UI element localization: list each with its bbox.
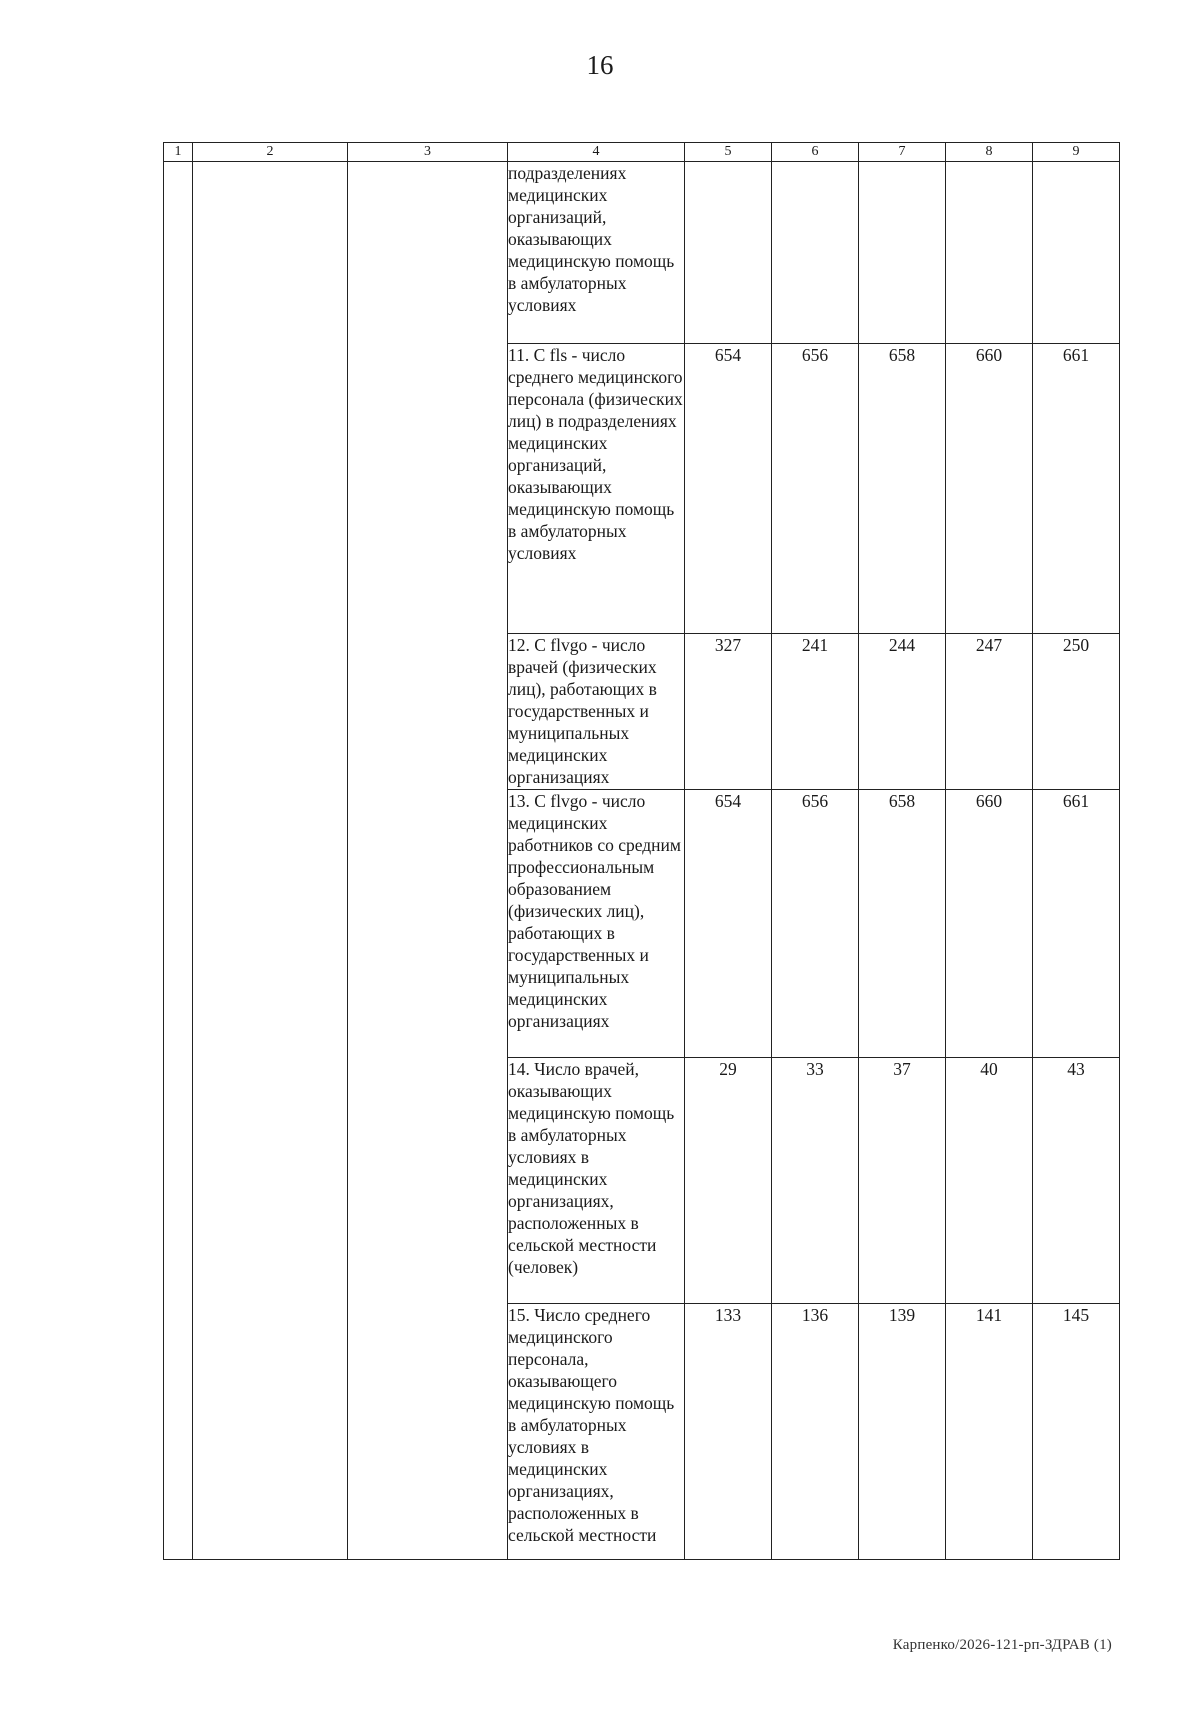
- data-table: [163, 142, 1120, 1560]
- table-header-row: [164, 143, 1120, 162]
- value-cell: [946, 162, 1033, 344]
- page-number: 16: [586, 50, 614, 80]
- document-footer: Карпенко/2026-121-рп-ЗДРАВ (1): [892, 1637, 1112, 1653]
- value-cell: 33: [772, 1058, 859, 1304]
- value-cell: 133: [685, 1304, 772, 1560]
- value-cell: 654: [685, 790, 772, 1058]
- column-header: 6: [772, 143, 859, 162]
- value-cell: 661: [1033, 790, 1120, 1058]
- value-cell: [772, 162, 859, 344]
- value-cell: 43: [1033, 1058, 1120, 1304]
- value-cell: [859, 162, 946, 344]
- column-header: 1: [164, 143, 193, 162]
- value-cell: 250: [1033, 634, 1120, 790]
- column-header: 9: [1033, 143, 1120, 162]
- value-cell: 145: [1033, 1304, 1120, 1560]
- column-1-cell: [164, 162, 193, 1560]
- indicator-description: 11. C fls - число среднего медицинского персонала (физических лиц) в подразделениях медицинских организаций, оказывающих медицинскую помощь в амбулаторных условиях: [508, 344, 685, 634]
- table-row: [164, 162, 1120, 344]
- column-header: 5: [685, 143, 772, 162]
- value-cell: 40: [946, 1058, 1033, 1304]
- value-cell: 658: [859, 344, 946, 634]
- indicator-description: подразделениях медицинских организаций, оказывающих медицинскую помощь в амбулаторных условиях: [508, 162, 685, 344]
- column-header: 3: [348, 143, 508, 162]
- value-cell: 136: [772, 1304, 859, 1560]
- value-cell: 661: [1033, 344, 1120, 634]
- column-3-cell: [348, 162, 508, 1560]
- value-cell: 660: [946, 344, 1033, 634]
- value-cell: 241: [772, 634, 859, 790]
- value-cell: 37: [859, 1058, 946, 1304]
- indicator-description: 15. Число среднего медицинского персонала, оказывающего медицинскую помощь в амбулаторных условиях в медицинских организациях, расположенных в сельской местности: [508, 1304, 685, 1560]
- column-header: 8: [946, 143, 1033, 162]
- value-cell: 660: [946, 790, 1033, 1058]
- value-cell: [1033, 162, 1120, 344]
- value-cell: 29: [685, 1058, 772, 1304]
- value-cell: 654: [685, 344, 772, 634]
- indicator-description: 13. C flvgo - число медицинских работников со средним профессиональным образованием (физических лиц), работающих в государственных и муниципальных медицинских организациях: [508, 790, 685, 1058]
- column-header: 2: [193, 143, 348, 162]
- column-2-cell: [193, 162, 348, 1560]
- indicator-description: 14. Число врачей, оказывающих медицинскую помощь в амбулаторных условиях в медицинских организациях, расположенных в сельской местности (человек): [508, 1058, 685, 1304]
- value-cell: 141: [946, 1304, 1033, 1560]
- value-cell: 247: [946, 634, 1033, 790]
- value-cell: 244: [859, 634, 946, 790]
- column-header: 7: [859, 143, 946, 162]
- value-cell: 139: [859, 1304, 946, 1560]
- value-cell: 658: [859, 790, 946, 1058]
- value-cell: [685, 162, 772, 344]
- indicator-description: 12. C flvgo - число врачей (физических лиц), работающих в государственных и муниципальных медицинских организациях: [508, 634, 685, 790]
- column-header: 4: [508, 143, 685, 162]
- value-cell: 656: [772, 344, 859, 634]
- value-cell: 327: [685, 634, 772, 790]
- value-cell: 656: [772, 790, 859, 1058]
